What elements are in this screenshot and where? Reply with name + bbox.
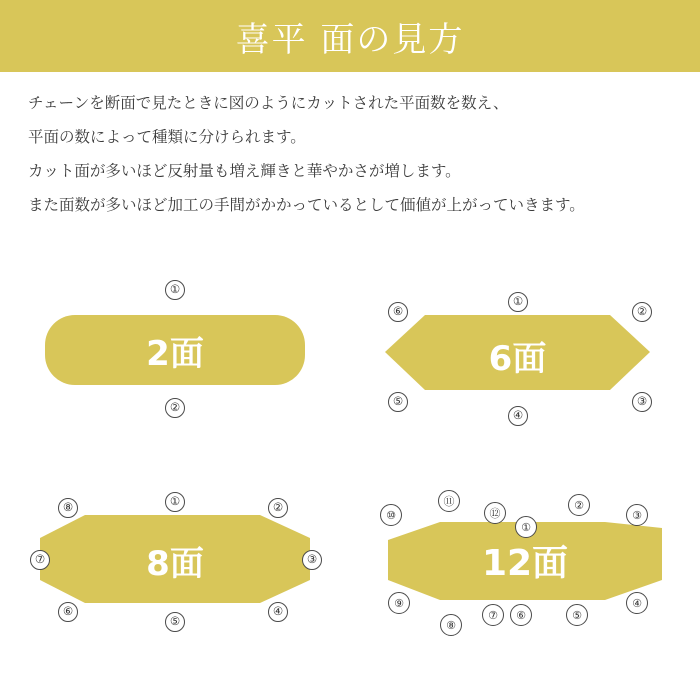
page-title: 喜平 面の見方 bbox=[235, 19, 465, 60]
diagram-two-face bbox=[40, 280, 320, 420]
twelve-face-marker-9: ⑨ bbox=[388, 592, 410, 614]
diagram-twelve-face bbox=[380, 480, 680, 640]
description-line-2: 平面の数によって種類に分けられます。 bbox=[28, 128, 306, 146]
twelve-face-marker-3: ③ bbox=[626, 504, 648, 526]
description-block bbox=[28, 86, 688, 222]
eight-face-marker-1: ① bbox=[165, 492, 185, 512]
twelve-face-marker-8: ⑧ bbox=[440, 614, 462, 636]
twelve-face-marker-12: ⑫ bbox=[484, 502, 506, 524]
six-face-label: 6面 bbox=[488, 338, 547, 379]
twelve-face-marker-7: ⑦ bbox=[482, 604, 504, 626]
twelve-face-marker-10: ⑩ bbox=[380, 504, 402, 526]
eight-face-marker-4: ④ bbox=[268, 602, 288, 622]
six-face-marker-6: ⑥ bbox=[388, 302, 408, 322]
eight-face-marker-8: ⑧ bbox=[58, 498, 78, 518]
twelve-face-label: 12面 bbox=[481, 542, 569, 584]
six-face-marker-2: ② bbox=[632, 302, 652, 322]
eight-face-marker-6: ⑥ bbox=[58, 602, 78, 622]
two-face-marker-2: ② bbox=[165, 398, 185, 418]
diagram-six-face bbox=[380, 280, 670, 430]
diagram-area bbox=[0, 250, 700, 670]
description-line-1: チェーンを断面で見たときに図のようにカットされた平面数を数え、 bbox=[28, 94, 509, 112]
twelve-face-marker-11: ⑪ bbox=[438, 490, 460, 512]
eight-face-marker-2: ② bbox=[268, 498, 288, 518]
six-face-marker-4: ④ bbox=[508, 406, 528, 426]
eight-face-marker-5: ⑤ bbox=[165, 612, 185, 632]
eight-face-marker-7: ⑦ bbox=[30, 550, 50, 570]
description-line-4: また面数が多いほど加工の手間がかかっているとして価値が上がっていきます。 bbox=[28, 196, 585, 214]
twelve-face-marker-1: ① bbox=[515, 516, 537, 538]
two-face-label: 2面 bbox=[146, 333, 204, 374]
twelve-face-marker-5: ⑤ bbox=[566, 604, 588, 626]
diagram-eight-face bbox=[30, 480, 330, 640]
six-face-marker-1: ① bbox=[508, 292, 528, 312]
eight-face-label: 8面 bbox=[146, 543, 204, 584]
twelve-face-marker-2: ② bbox=[568, 494, 590, 516]
description-line-3: カット面が多いほど反射量も増え輝きと華やかさが増します。 bbox=[28, 162, 461, 180]
six-face-marker-5: ⑤ bbox=[388, 392, 408, 412]
twelve-face-marker-6: ⑥ bbox=[510, 604, 532, 626]
six-face-marker-3: ③ bbox=[632, 392, 652, 412]
two-face-marker-1: ① bbox=[165, 280, 185, 300]
twelve-face-marker-4: ④ bbox=[626, 592, 648, 614]
eight-face-marker-3: ③ bbox=[302, 550, 322, 570]
